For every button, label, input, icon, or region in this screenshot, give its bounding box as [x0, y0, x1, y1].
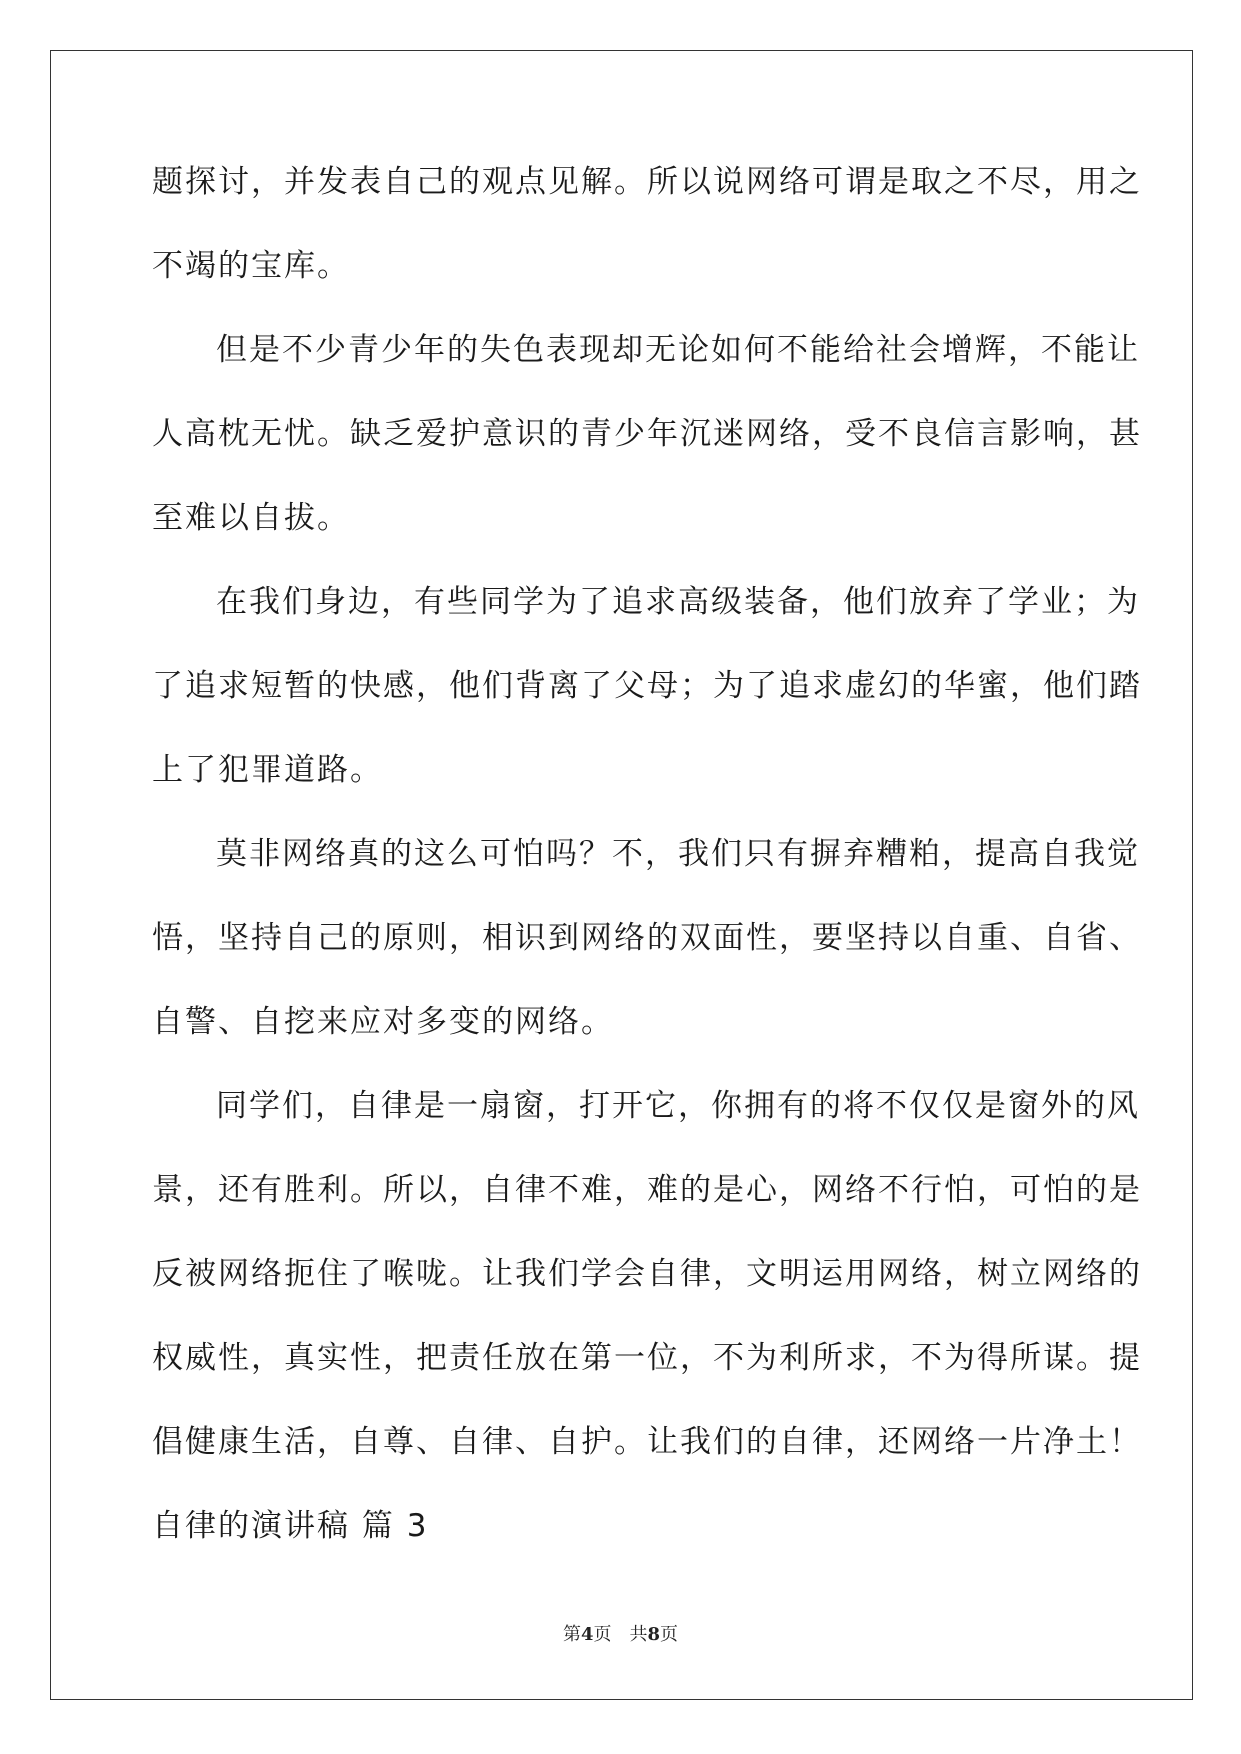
text-line: 莫非网络真的这么可怕吗？不，我们只有摒弃糟粕，提高自我觉: [216, 836, 1140, 872]
text-line: 反被网络扼住了喉咙。让我们学会自律，文明运用网络，树立网络的: [152, 1256, 1142, 1292]
text-line: 上了犯罪道路。: [152, 752, 383, 788]
text-line: 自警、自挖来应对多变的网络。: [152, 1004, 614, 1040]
text-line: 在我们身边，有些同学为了追求高级装备，他们放弃了学业；为: [216, 584, 1140, 620]
text-line: 权威性，真实性，把责任放在第一位，不为利所求，不为得所谋。提: [152, 1340, 1142, 1376]
text-line: 了追求短暂的快感，他们背离了父母；为了追求虚幻的华蜜，他们踏: [152, 668, 1142, 704]
footer-middle: 页 共: [593, 1624, 648, 1645]
section-heading: 自律的演讲稿 篇 3: [152, 1508, 429, 1544]
total-pages-number: 8: [647, 1624, 661, 1645]
page-footer: [0, 1620, 1241, 1646]
footer-prefix: 第: [562, 1624, 581, 1645]
text-line: 不竭的宝库。: [152, 248, 350, 284]
current-page-number: 4: [580, 1624, 594, 1645]
text-line: 同学们，自律是一扇窗，打开它，你拥有的将不仅仅是窗外的风: [216, 1088, 1140, 1124]
text-line: 题探讨，并发表自己的观点见解。所以说网络可谓是取之不尽，用之: [152, 164, 1142, 200]
text-line: 人高枕无忧。缺乏爱护意识的青少年沉迷网络，受不良信言影响，甚: [152, 416, 1142, 452]
text-line: 但是不少青少年的失色表现却无论如何不能给社会增辉，不能让: [216, 332, 1140, 368]
text-line: 至难以自拔。: [152, 500, 350, 536]
document-body: [152, 159, 1142, 1587]
text-line: 景，还有胜利。所以，自律不难，难的是心，网络不行怕，可怕的是: [152, 1172, 1142, 1208]
footer-suffix: 页: [660, 1624, 679, 1645]
text-line: 倡健康生活，自尊、自律、自护。让我们的自律，还网络一片净土！: [152, 1424, 1142, 1460]
text-line: 悟，坚持自己的原则，相识到网络的双面性，要坚持以自重、自省、: [152, 920, 1142, 956]
